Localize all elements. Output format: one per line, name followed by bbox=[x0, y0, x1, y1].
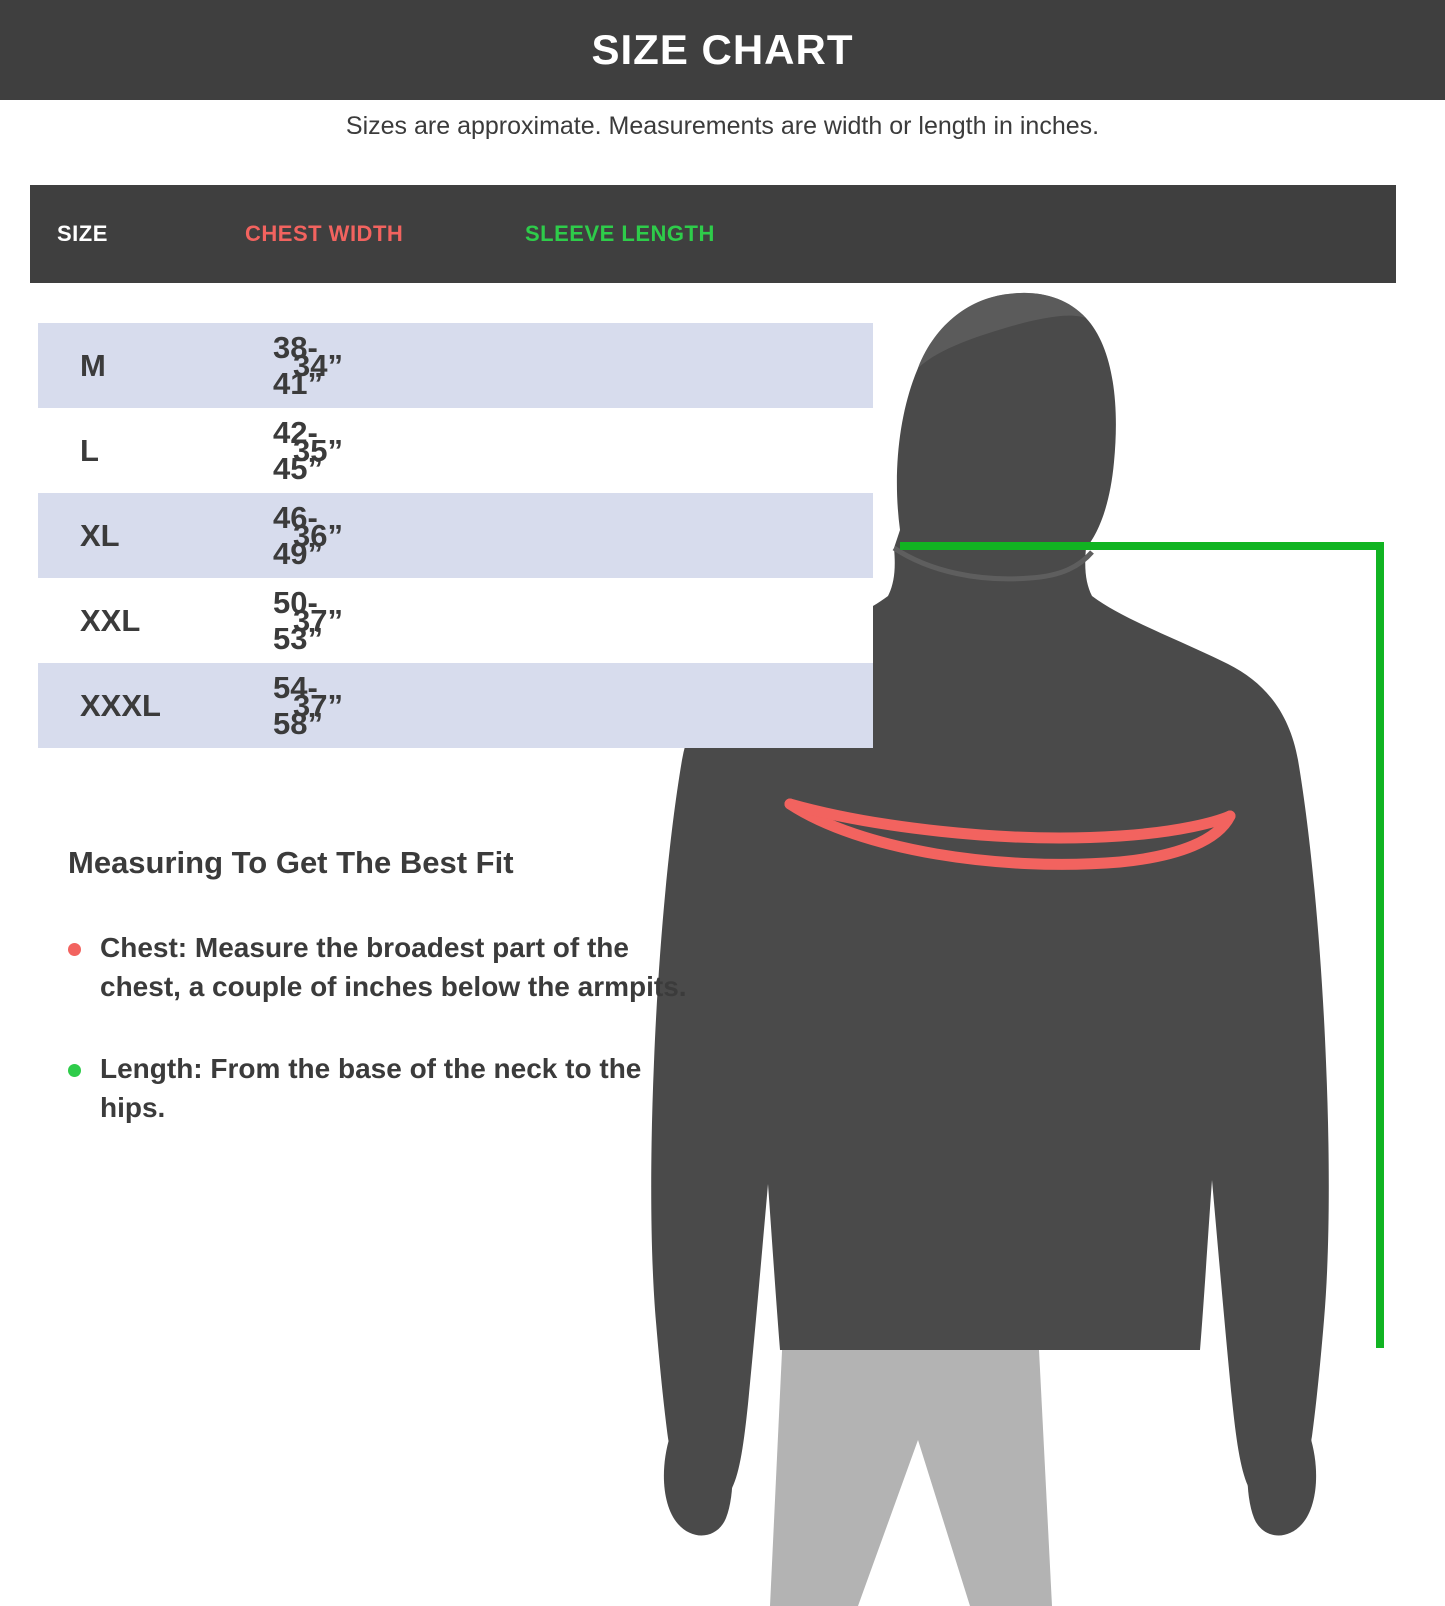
cell-size: M bbox=[80, 347, 106, 383]
figure-legs bbox=[770, 1330, 1052, 1606]
table-body bbox=[38, 323, 1396, 748]
table-row bbox=[38, 663, 873, 748]
column-header-sleeve-length: SLEEVE LENGTH bbox=[525, 221, 715, 246]
measuring-title: Measuring To Get The Best Fit bbox=[68, 845, 514, 880]
cell-chest: 54-58” bbox=[273, 669, 323, 741]
length-instruction bbox=[68, 1050, 708, 1127]
table-row bbox=[38, 323, 873, 408]
cell-chest: 46-49” bbox=[273, 499, 323, 571]
cell-sleeve: 35” bbox=[293, 432, 343, 468]
cell-sleeve: 37” bbox=[293, 602, 343, 638]
column-header-size: SIZE bbox=[57, 221, 108, 246]
cell-chest: 38-41” bbox=[273, 329, 323, 401]
cell-chest: 50-53” bbox=[273, 584, 323, 656]
cell-size: XL bbox=[80, 517, 120, 553]
page-subtitle: Sizes are approximate. Measurements are width or length in inches. bbox=[345, 112, 1100, 140]
table-row bbox=[38, 408, 873, 493]
cell-size: XXL bbox=[80, 602, 141, 638]
cell-sleeve: 37” bbox=[293, 687, 343, 723]
chest-instruction-text: Chest: Measure the broadest part of the chest, a couple of inches below the armpits. bbox=[100, 932, 687, 1002]
chest-bullet-icon bbox=[68, 943, 81, 956]
cell-sleeve: 36” bbox=[293, 517, 343, 553]
length-bullet-icon bbox=[68, 1064, 81, 1077]
cell-sleeve: 34” bbox=[293, 347, 343, 383]
chest-instruction bbox=[68, 929, 708, 1006]
cell-size: L bbox=[80, 432, 99, 468]
table-row bbox=[38, 493, 873, 578]
column-header-chest-width: CHEST WIDTH bbox=[245, 221, 404, 246]
cell-chest: 42-45” bbox=[273, 414, 323, 486]
title-bar bbox=[0, 0, 1445, 100]
size-table bbox=[30, 185, 1396, 741]
measuring-instructions bbox=[68, 845, 708, 1172]
page-title: SIZE CHART bbox=[591, 26, 854, 73]
cell-size: XXXL bbox=[80, 687, 161, 723]
length-instruction-text: Length: From the base of the neck to the hips. bbox=[100, 1053, 642, 1123]
table-header-row bbox=[30, 185, 1396, 283]
table-row bbox=[38, 578, 873, 663]
